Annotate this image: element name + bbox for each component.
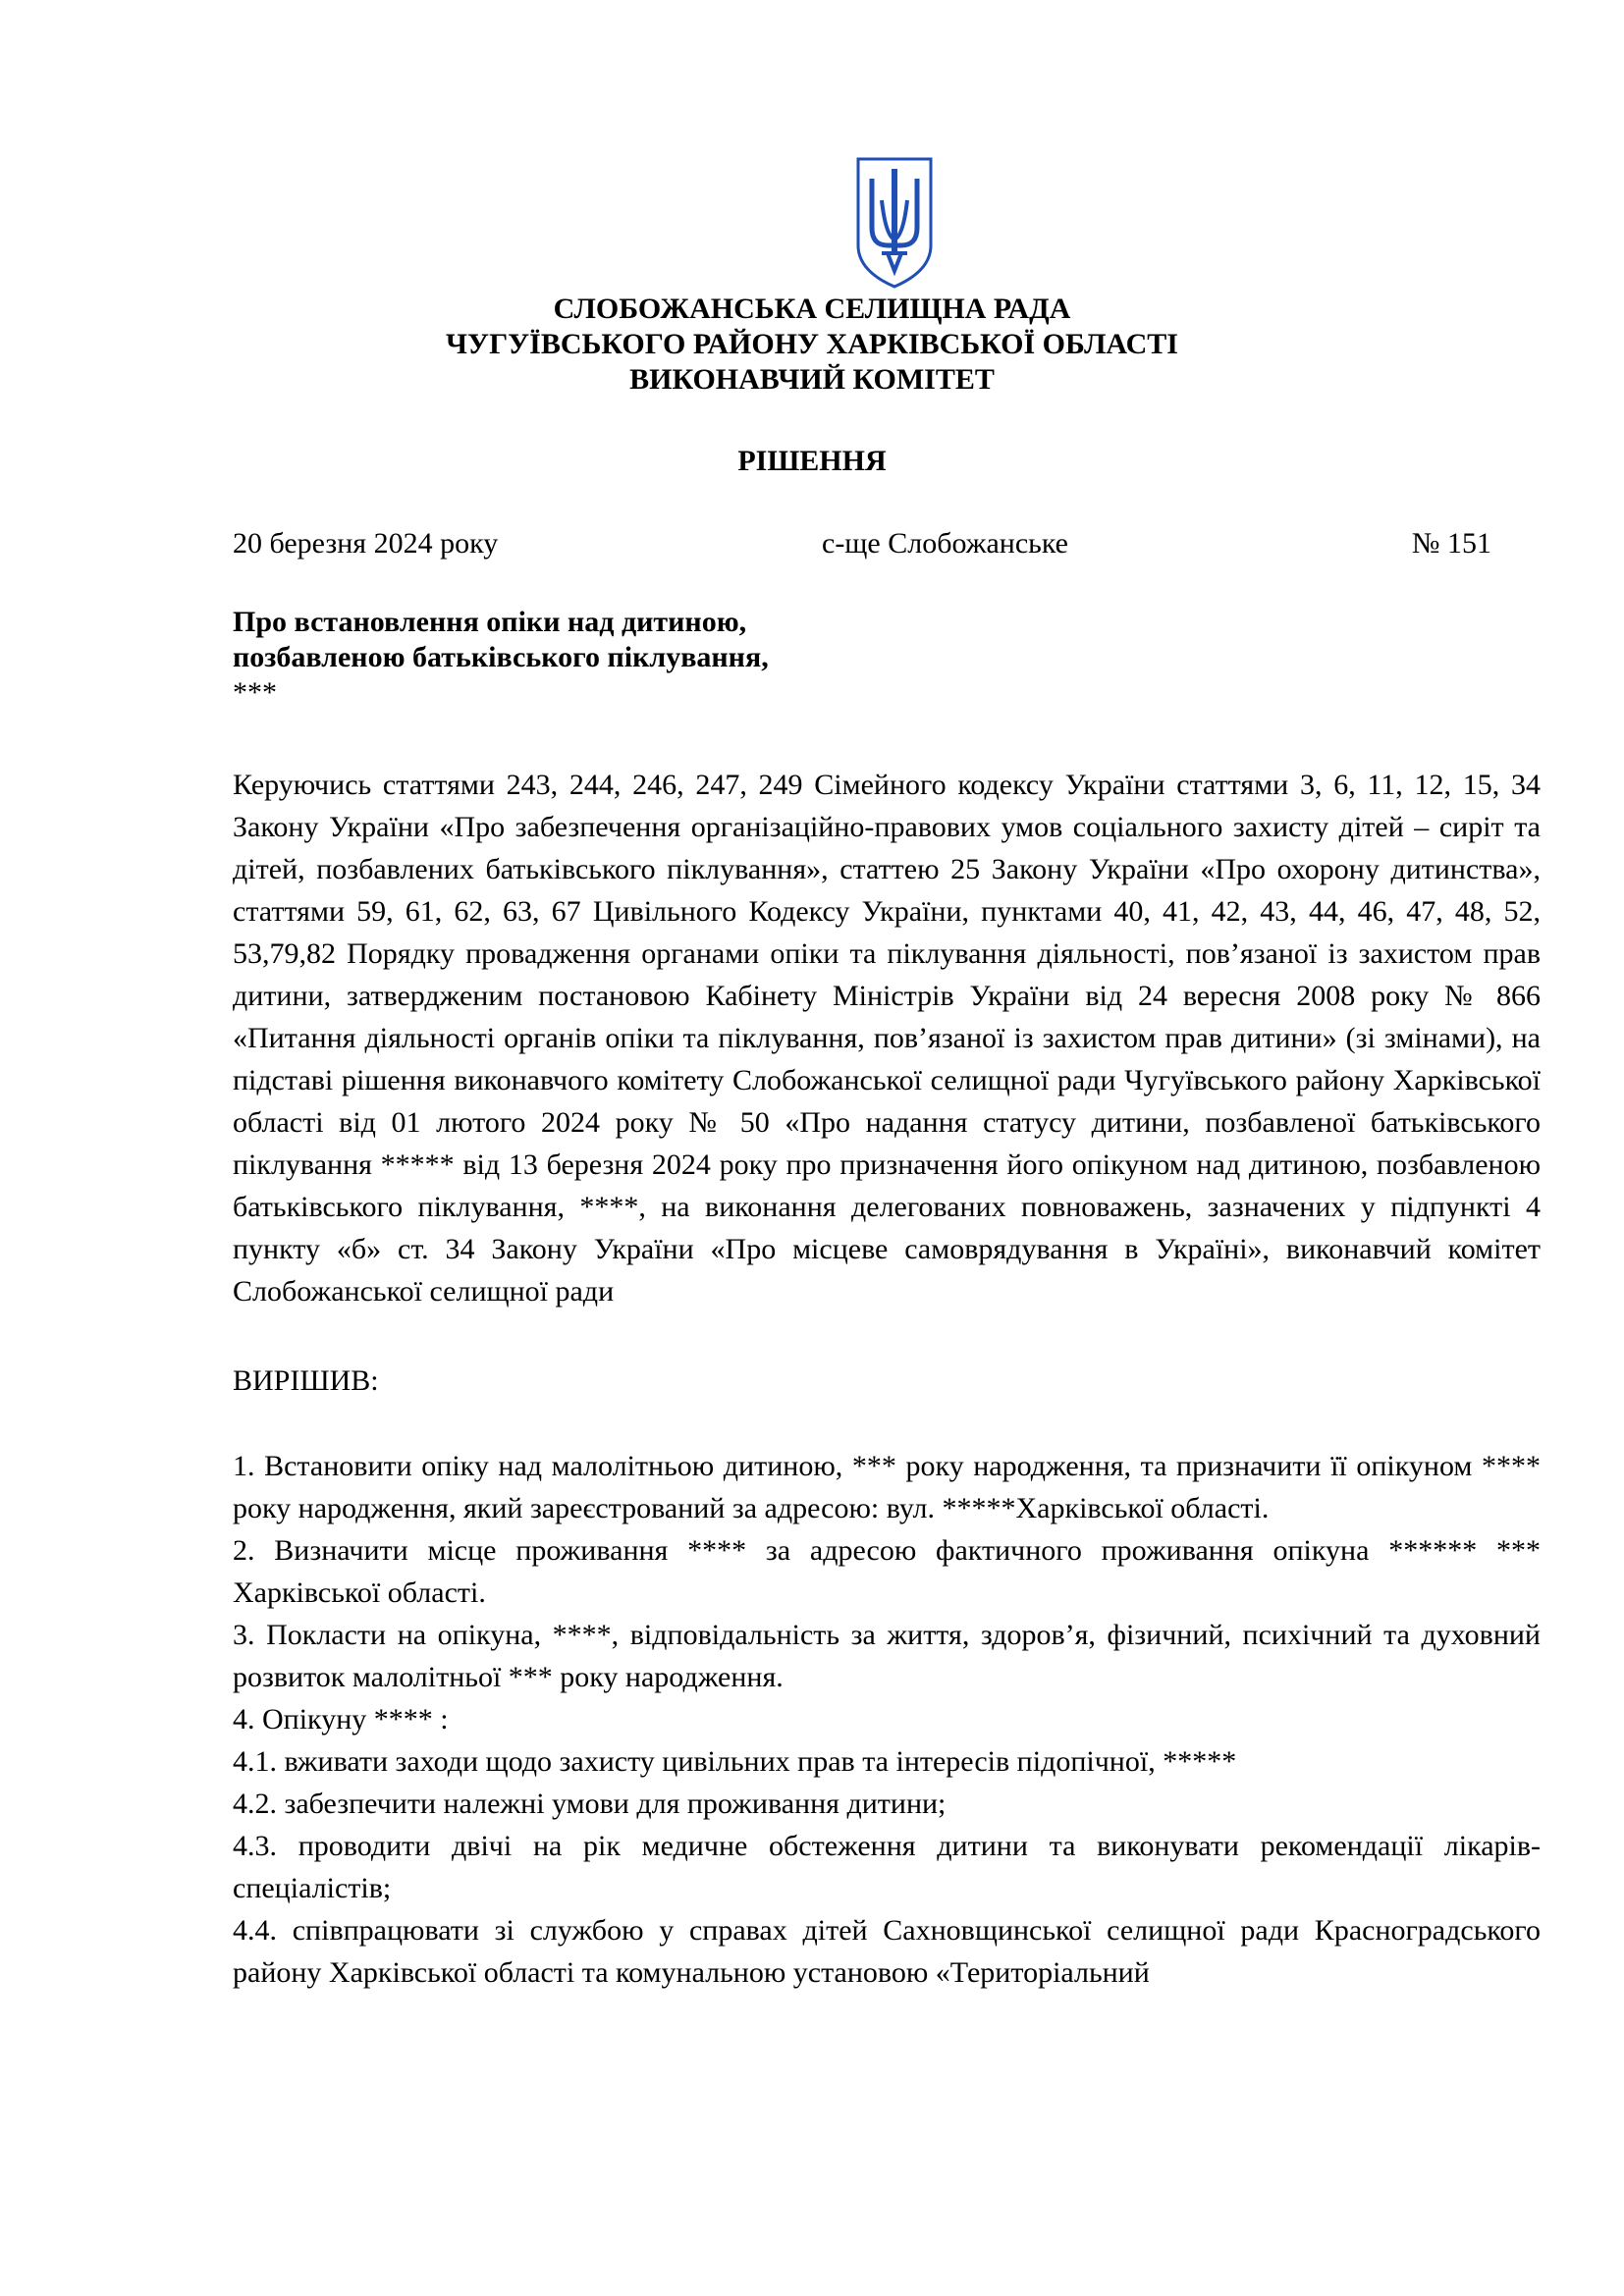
document-meta-row <box>233 524 1491 563</box>
document-date: 20 березня 2024 року <box>233 527 499 560</box>
district-name: ЧУГУЇВСЬКОГО РАЙОНУ ХАРКІВСЬКОЇ ОБЛАСТІ <box>446 328 1178 360</box>
decision-item-4: 4. Опікуну **** : <box>233 1703 449 1735</box>
decision-item-4-4: 4.4. співпрацювати зі службою у справах дітей Сахновщинської селищної ради Красноградського району Харківської області та комунальною установою «Територіальний <box>233 1914 1541 1989</box>
coat-of-arms-trident-icon <box>852 155 937 291</box>
decision-item-3: 3. Покласти на опікуна, ****, відповідальність за життя, здоров’я, фізичний, психічний та духовний розвиток малолітньої *** року народження. <box>233 1619 1541 1693</box>
subject-line-2: позбавленою батьківського піклування, <box>233 641 769 673</box>
document-title: РІШЕННЯ <box>737 445 887 477</box>
resolved-label: ВИРІШИВ: <box>233 1364 379 1397</box>
document-subject <box>233 605 1116 711</box>
document-body <box>233 764 1541 1994</box>
decision-item-4-2: 4.2. забезпечити належні умови для проживання дитини; <box>233 1788 947 1820</box>
committee-name: ВИКОНАВЧИЙ КОМІТЕТ <box>629 363 995 396</box>
decision-item-4-3: 4.3. проводити двічі на рік медичне обстеження дитини та виконувати рекомендації лікарів-спеціалістів; <box>233 1830 1541 1904</box>
document-number: № 151 <box>1411 527 1491 560</box>
preamble-paragraph: Керуючись статтями 243, 244, 246, 247, 249 Сімейного кодексу України статтями 3, 6, 11, 12, 15, 34 Закону України «Про забезпечення організаційно-правових умов соціального захисту дітей – сиріт та дітей, позбавлених батьківського піклування», статтею 25 Закону України «Про охорону дитинства», статтями 59, 61, 62, 63, 67 Цивільного Кодексу України, пунктами 40, 41, 42, 43, 44, 46, 47, 48, 52, 53,79,82 Порядку провадження органами опіки та піклування діяльності, пов’язаної із захистом прав дитини, затвердженим постановою Кабінету Міністрів України від 24 вересня 2008 року № 866 «Питання діяльності органів опіки та піклування, пов’язаної із захистом прав дитини» (зі змінами), на підставі рішення виконавчого комітету Слобожанської селищної ради Чугуївського району Харківської області від 01 лютого 2024 року № 50 «Про надання статусу дитини, позбавленої батьківського піклування ***** від 13 березня 2024 року про призначення його опікуном над дитиною, позбавленою батьківського піклування, ****, на виконання делегованих повноважень, зазначених у підпункті 4 пункту «б» ст. 34 Закону України «Про місцеве самоврядування в Україні», виконавчий комітет Слобожанської селищної ради <box>233 769 1541 1308</box>
document-place: с-ще Слобожанське <box>822 527 1068 560</box>
subject-line-3: *** <box>233 676 277 709</box>
decision-item-4-1: 4.1. вживати заходи щодо захисту цивільних прав та інтересів підопічної, ***** <box>233 1745 1237 1778</box>
decision-item-2: 2. Визначити місце проживання **** за адресою фактичного проживання опікуна ****** *** Харківської області. <box>233 1534 1541 1609</box>
subject-line-1: Про встановлення опіки над дитиною, <box>233 606 747 638</box>
council-name: СЛОБОЖАНСЬКА СЕЛИЩНА РАДА <box>553 293 1071 325</box>
decision-item-1: 1. Встановити опіку над малолітньою дитиною, *** року народження, та призначити її опікуном **** року народження, який зареєстрований за адресою: вул. *****Харківської області. <box>233 1450 1541 1524</box>
